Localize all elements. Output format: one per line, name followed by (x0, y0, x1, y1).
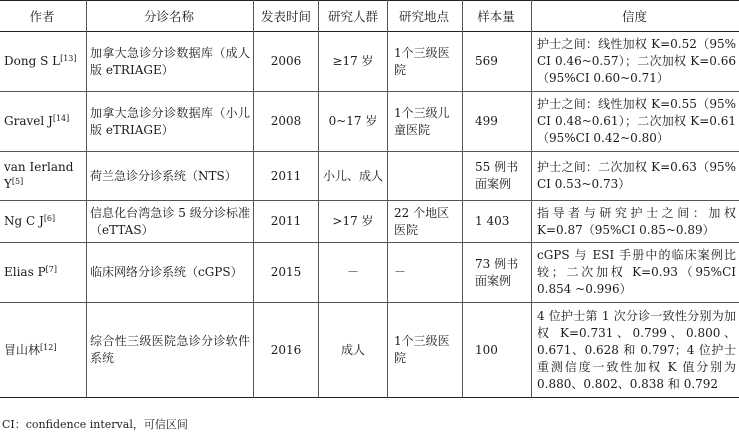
author-name: 冒山林 (4, 342, 41, 357)
table-row (0, 152, 739, 201)
cell-site: 1个三级医院 (388, 303, 463, 398)
cell-site: － (388, 243, 463, 303)
cell-name: 信息化台湾急诊 5 级分诊标准（eTTAS） (87, 201, 254, 243)
header-site: 研究地点 (388, 1, 463, 32)
cell-population: 成人 (319, 303, 388, 398)
reference-marker: [7] (45, 265, 57, 274)
cell-population: － (319, 243, 388, 303)
cell-population: 小儿、成人 (319, 152, 388, 201)
header-population: 研究人群 (319, 1, 388, 32)
header-sample: 样本量 (463, 1, 532, 32)
cell-reliability: 护士之间：线性加权 K=0.52（95% CI 0.46~0.57）；二次加权 K=0.66（95%CI 0.60~0.71） (532, 32, 739, 92)
table-header-row (0, 1, 739, 32)
cell-name: 加拿大急诊分诊数据库（小儿版 eTRIAGE） (87, 92, 254, 152)
cell-name: 临床网络分诊系统（cGPS） (87, 243, 254, 303)
author-name: van Ierland Y (4, 160, 74, 191)
cell-reliability: 指导者与研究护士之间：加权 K=0.87（95%CI 0.85~0.89） (532, 201, 739, 243)
cell-sample: 499 (463, 92, 532, 152)
table-row (0, 32, 739, 92)
cell-reliability: 护士之间：线性加权 K=0.55（95% CI 0.48~0.61）；二次加权 K=0.61（95%CI 0.42~0.80） (532, 92, 739, 152)
table-row (0, 92, 739, 152)
header-reliability: 信度 (532, 1, 739, 32)
cell-year: 2015 (254, 243, 319, 303)
cell-sample: 569 (463, 32, 532, 92)
table-footnote: CI：confidence interval，可信区间 (2, 418, 188, 431)
reference-marker: [14] (52, 114, 70, 123)
cell-site: 1个三级儿童医院 (388, 92, 463, 152)
cell-author (0, 201, 87, 243)
reference-marker: [12] (40, 342, 57, 352)
author-name: Ng C J (4, 214, 44, 228)
reference-marker: [13] (60, 54, 77, 63)
author-name: Elias P (4, 265, 46, 279)
header-author: 作者 (29, 8, 55, 24)
cell-author (0, 243, 87, 303)
cell-year: 2016 (254, 303, 319, 398)
table-row (0, 201, 739, 243)
cell-population: >17 岁 (319, 201, 388, 243)
header-name: 分诊名称 (87, 1, 254, 32)
reference-marker: [5] (11, 177, 24, 186)
author-name: Dong S L (4, 54, 61, 68)
cell-site (388, 152, 463, 201)
header-year: 发表时间 (254, 1, 319, 32)
cell-sample: 73 例书面案例 (463, 243, 532, 303)
table-row (0, 243, 739, 303)
cell-reliability: cGPS 与 ESI 手册中的临床案例比较；二次加权 K=0.93（95%CI 0.854 ~0.996） (532, 243, 739, 303)
cell-sample: 1 403 (463, 201, 532, 243)
author-name: Gravel J (4, 114, 53, 128)
cell-year: 2011 (254, 152, 319, 201)
table-row (0, 303, 739, 398)
cell-population: ≥17 岁 (319, 32, 388, 92)
cell-reliability: 4 位护士第 1 次分诊一致性分别为加权 K=0.731、0.799、0.800、0.671、0.628 和 0.797；4 位护士重测信度一致性加权 K 值分别为 0.880、0.802、0.838 和 0.792 (532, 303, 739, 398)
cell-sample: 55 例书面案例 (463, 152, 532, 201)
cell-year: 2006 (254, 32, 319, 92)
cell-year: 2008 (254, 92, 319, 152)
cell-year: 2011 (254, 201, 319, 243)
cell-name: 加拿大急诊分诊数据库（成人版 eTRIAGE） (87, 32, 254, 92)
cell-site: 22 个地区医院 (388, 201, 463, 243)
cell-author (0, 92, 87, 152)
cell-reliability: 护士之间：二次加权 K=0.63（95% CI 0.53~0.73） (532, 152, 739, 201)
cell-population: 0~17 岁 (319, 92, 388, 152)
cell-author (0, 32, 87, 92)
cell-sample: 100 (463, 303, 532, 398)
cell-author (0, 152, 87, 201)
cell-site: 1个三级医院 (388, 32, 463, 92)
cell-author (0, 303, 87, 398)
reference-marker: [6] (43, 214, 56, 223)
cell-name: 综合性三级医院急诊分诊软件系统 (87, 303, 254, 398)
cell-name: 荷兰急诊分诊系统（NTS） (87, 152, 254, 201)
